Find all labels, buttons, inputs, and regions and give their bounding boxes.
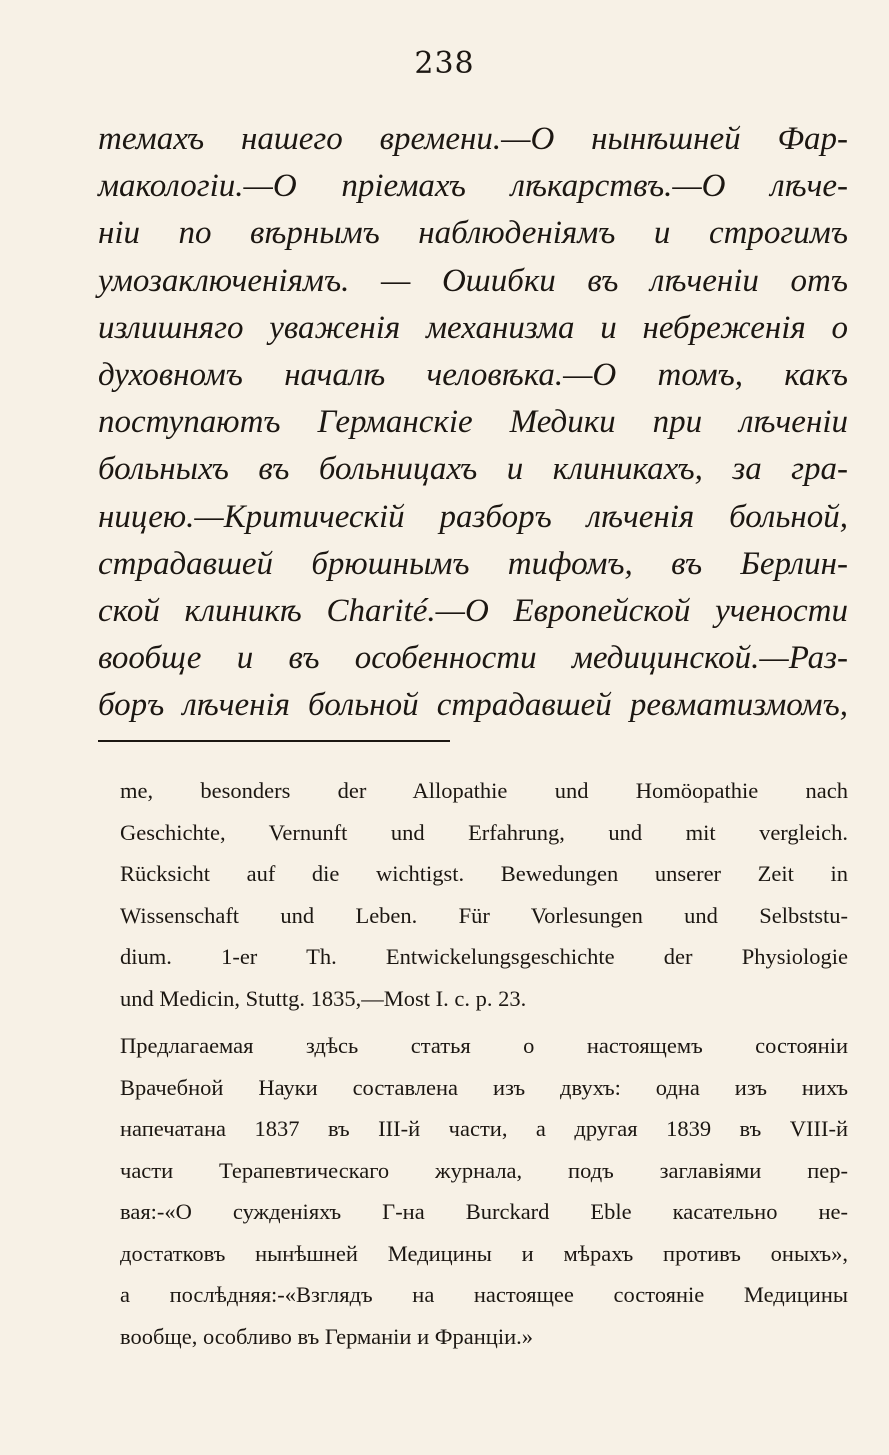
footnote-line: Geschichte, Vernunft und Erfahrung, und mit vergleich. <box>120 819 848 845</box>
page-number: 238 <box>414 46 475 81</box>
footnote-line: dium. 1-er Th. Entwickelungsgeschichte der Physiologie <box>120 944 848 969</box>
main-text-line: больныхъ въ больницахъ и клиникахъ, за гра- <box>98 451 848 488</box>
main-text-line: боръ лѣченія больной страдавшей ревматизмомъ, <box>98 687 848 724</box>
main-text-line: ницею.—Критическій разборъ лѣченія больной, <box>98 498 848 535</box>
note-line: достатковъ нынѣшней Медицины и мѣрахъ противъ оныхъ», <box>120 1240 848 1266</box>
main-text-line: макологіи.—О пріемахъ лѣкарствъ.—О лѣче- <box>98 168 848 205</box>
main-text-line: страдавшей брюшнымъ тифомъ, въ Берлин- <box>98 545 848 582</box>
main-text-line: ніи по вѣрнымъ наблюденіямъ и строгимъ <box>98 215 848 252</box>
note-line: Врачебной Науки составлена изъ двухъ: одна изъ нихъ <box>120 1074 848 1100</box>
note-line: напечатана 1837 въ III-й части, а другая 1839 въ VIII-й <box>120 1116 848 1141</box>
footnote-line: und Medicin, Stuttg. 1835,—Most I. c. p. 23. <box>120 985 527 1011</box>
footnote-line: me, besonders der Allopathie und Homöopathie nach <box>120 778 848 803</box>
main-text <box>98 116 848 729</box>
footnote-line: Rücksicht auf die wichtigst. Bewedungen unserer Zeit in <box>120 861 848 886</box>
main-text-line: поступаютъ Германскіе Медики при лѣченіи <box>98 404 848 441</box>
main-text-line: ской клиникѣ Charité.—О Европейской учености <box>98 592 848 629</box>
footnote-rule <box>98 740 450 742</box>
main-text-line: духовномъ началѣ человѣка.—О томъ, какъ <box>98 356 848 393</box>
note-line: части Терапевтическаго журнала, подъ заглавіями пер- <box>120 1157 848 1183</box>
footnote-line: Wissenschaft und Leben. Für Vorlesungen und Selbststu- <box>120 902 848 928</box>
note-line: Предлагаемая здѣсь статья о настоящемъ состояніи <box>120 1033 848 1058</box>
note-line: а послѣдняя:-«Взглядъ на настоящее состояніе Медицины <box>120 1282 848 1307</box>
note-line: вая:-«О сужденіяхъ Г-на Burckard Eble касательно не- <box>120 1199 848 1224</box>
footnotes <box>120 770 848 1357</box>
main-text-line: темахъ нашего времени.—О нынѣшней Фар- <box>98 121 848 157</box>
main-text-line: излишняго уваженія механизма и небреженія о <box>98 309 848 346</box>
note-line: вообще, особливо въ Германіи и Франціи.» <box>120 1323 533 1349</box>
main-text-line: вообще и въ особенности медицинской.—Раз- <box>98 640 848 677</box>
main-text-line: умозаключеніямъ. — Ошибки въ лѣченіи отъ <box>98 262 848 299</box>
